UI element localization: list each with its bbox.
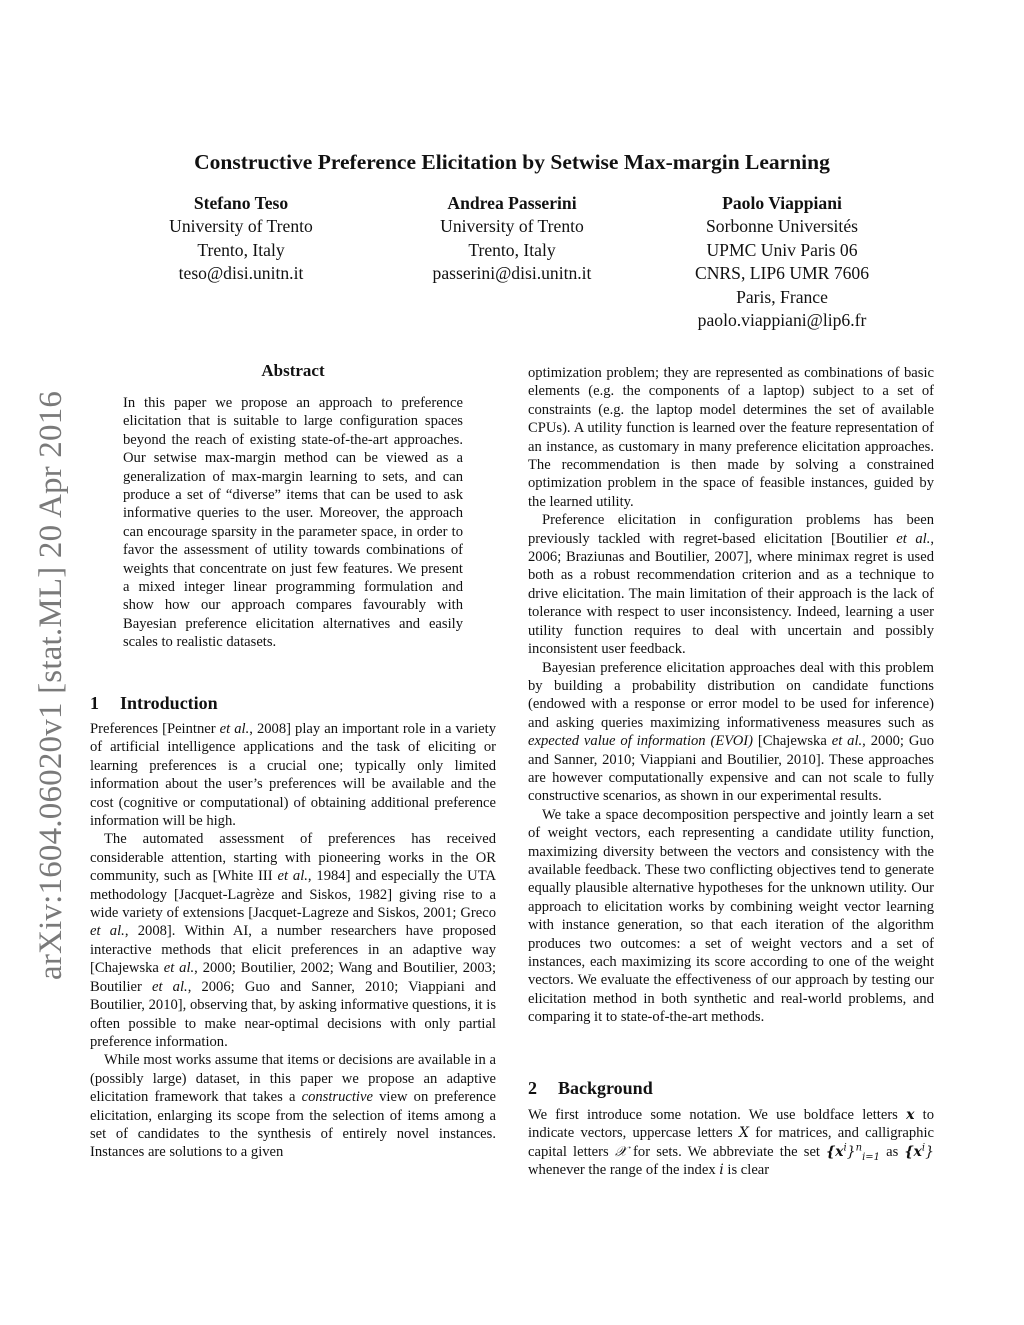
- paragraph: We take a space decomposition perspective and jointly learn a set of weight vectors, each representing a candidate utility function, maximizing diversity between the vectors and consistency with the available feedback. These two conflicting objectives tend to generate equally plausible alternative hypotheses for the unknown utility. Our approach to elicitation works by combining weight vector learning with instance generation, so that each iteration of the algorithm produces two outcomes: a set of weight vectors and a set of instances, each maximizing its score according to one of the weight vectors. We evaluate the effectiveness of our approach by testing our elicitation method in both synthetic and real-world problems, and comparing it to state-of-the-art methods.: [528, 806, 934, 1026]
- author-location: Paris, France: [736, 286, 828, 307]
- author-affiliation: Sorbonne Universités: [706, 216, 858, 237]
- section-heading-introduction: [90, 693, 218, 714]
- author-affiliation-2: UPMC Univ Paris 06: [706, 239, 858, 260]
- author-name: Stefano Teso: [193, 193, 289, 213]
- author-block-viappiani: [652, 192, 912, 332]
- paragraph: Bayesian preference elicitation approaches deal with this problem by building a probability distribution on candidate functions (endowed with a response or error model to be used for inference) and asking queries maximizing informativeness measures such as expected value of information (EVOI) [Chajewska et al., 2000; Guo and Sanner, 2010; Viappiani and Boutilier, 2010]. These approaches are however computationally expensive and can not scale to fully constructive scenarios, as shown in our experimental results.: [528, 659, 934, 805]
- author-location: Trento, Italy: [468, 239, 556, 260]
- paragraph: The automated assessment of preferences has received considerable attention, starting with pioneering works in the OR community, such as [White III et al., 1984] and especially the UTA methodology [Jacquet-Lagrèze and Siskos, 1982] giving rise to a wide variety of extensions [Jacquet-Lagreze and Siskos, 2001; Greco et al., 2008]. Within AI, a number researchers have proposed interactive methods that elicit preferences in an adaptive way [Chajewska et al., 2000; Boutilier, 2002; Wang and Boutilier, 2003; Boutilier et al., 2006; Guo and Sanner, 2010; Viappiani and Boutilier, 2010], observing that, by asking informative questions, it is often possible to make near-optimal decisions with only partial preference information.: [90, 831, 496, 1050]
- section-number: 1: [90, 693, 99, 713]
- author-block-teso: [111, 192, 371, 286]
- section-title: Background: [558, 1078, 653, 1098]
- author-name: Andrea Passerini: [447, 193, 577, 213]
- arxiv-identifier: arXiv:1604.06020v1 [stat.ML] 20 Apr 2016: [33, 390, 69, 980]
- paragraph: We first introduce some notation. We use boldface letters x to indicate vectors, uppercase letters X for matrices, and calligraphic capital letters 𝒳 for sets. We abbreviate the set $\{x^i\}^n_{i=1}$ as $\{x^i\}$ whenever the range of the index i is clear: [528, 1107, 935, 1179]
- author-affiliation: University of Trento: [169, 216, 313, 237]
- abstract-text: In this paper we propose an approach to preference elicitation that is suitable to large configuration spaces beyond the reach of existing state-of-the-art approaches. Our setwise max-margin method can be viewed as a generalization of max-margin learning to sets, and can produce a set of “diverse” items that can be used to ask informative queries to the user. Moreover, the approach can encourage sparsity in the parameter space, in order to favor the assessment of utility towards combinations of weights that concentrate on just few features. We present a mixed integer linear programming formulation and show how our approach compares favourably with Bayesian preference elicitation alternatives and easily scales to realistic datasets.: [123, 395, 463, 651]
- left-column-text: [90, 720, 496, 1162]
- paper-title: Constructive Preference Elicitation by Setwise Max-margin Learning: [194, 150, 830, 174]
- author-location: Trento, Italy: [197, 239, 285, 260]
- abstract-heading: Abstract: [261, 361, 325, 380]
- author-email[interactable]: paolo.viappiani@lip6.fr: [697, 310, 867, 331]
- paragraph: optimization problem; they are represented as combinations of basic elements (e.g. the components of a laptop) subject to a set of constraints (e.g. the laptop model determines the set of available CPUs). A utility function is learned over the feature representation of an instance, as customary in many preference elicitation approaches. The recommendation is then made by solving a constrained optimization problem in the space of feasible instances, guided by the learned utility.: [528, 365, 934, 510]
- author-name: Paolo Viappiani: [722, 193, 842, 213]
- author-affiliation: University of Trento: [440, 216, 584, 237]
- section-heading-background: [528, 1078, 653, 1099]
- author-block-passerini: [382, 192, 642, 286]
- author-affiliation-3: CNRS, LIP6 UMR 7606: [694, 263, 869, 284]
- right-column-text: [528, 364, 934, 1027]
- paragraph: While most works assume that items or decisions are available in a (possibly large) dataset, in this paper we propose an adaptive elicitation framework that takes a constructive view on preference elicitation, enlarging its scope from the selection of items among a set of candidates to the synthesis of entirely novel instances. Instances are solutions to a given: [90, 1052, 496, 1161]
- author-email[interactable]: teso@disi.unitn.it: [178, 263, 304, 284]
- paragraph: Preferences [Peintner et al., 2008] play an important role in a variety of artificial intelligence applications and the task of eliciting or learning preferences is a crucial one; typically only limited information about the user’s preferences will be available and the cost (cognitive or computational) of obtaining additional preference information will be high.: [90, 721, 497, 830]
- author-email[interactable]: passerini@disi.unitn.it: [432, 263, 592, 284]
- section-title: Introduction: [120, 693, 218, 713]
- background-text: [528, 1106, 934, 1180]
- section-number: 2: [528, 1078, 537, 1098]
- paragraph: Preference elicitation in configuration problems has been previously tackled with regret-based elicitation [Boutilier et al., 2006; Braziunas and Boutilier, 2007], where minimax regret is used both as a robust recommendation criterion and as a technique to drive elicitation. The main limitation of their approach is the lack of tolerance with respect to user inconsistency. Indeed, learning a user utility function requires to deal with uncertain and possibly inconsistent user feedback.: [528, 512, 934, 658]
